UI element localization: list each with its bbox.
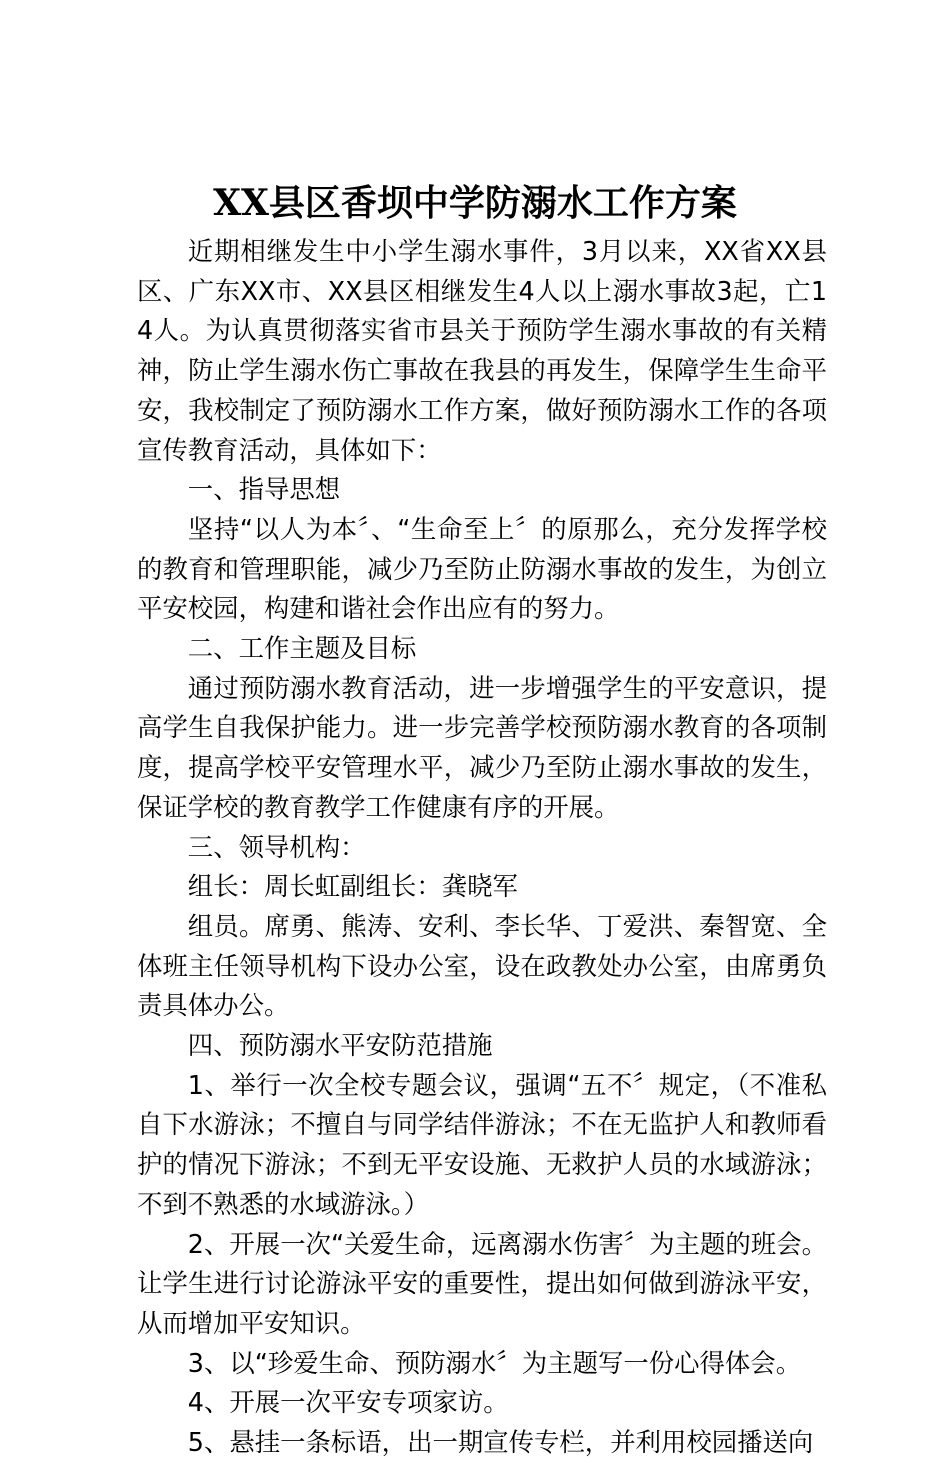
leadership-leaders-line: 组长：周长虹副组长：龚晓军 [187,871,518,902]
leadership-members-paragraph: 组员。席勇、熊涛、安利、李长华、丁爱洪、秦智宽、全体班主任领导机构下设办公室，设在政教处办公室，由席勇负责具体办公。 [137,910,827,1021]
measure-item: 4、开展一次平安专项家访。 [187,1387,509,1418]
measure-item: 2、开展一次“关爱生命，远离溺水伤害〞为主题的班会。让学生进行讨论游泳平安的重要性，提出如何做到游泳平安，从而增加平安知识。 [137,1228,827,1338]
section-heading-leadership: 三、领导机构： [187,831,366,862]
section-heading-theme-goals: 二、工作主题及目标 [187,633,417,664]
measure-item: 3、以“珍爱生命、预防溺水〞为主题写一份心得体会。 [187,1347,802,1378]
intro-paragraph: 近期相继发生中小学生溺水事件，3月以来，XX省XX县区、广东XX市、XX县区相继发生4人以上溺水事故3起，亡14人。为认真贯彻落实省市县关于预防学生溺水事故的有关精神，防止学生溺水伤亡事故在我县的再发生，保障学生生命平安，我校制定了预防溺水工作方案，做好预防溺水工作的各项宣传教育活动，具体如下： [137,236,827,465]
document-title: XX县区香坝中学防溺水工作方案 [213,182,737,224]
guiding-ideology-paragraph: 坚持“以人为本〞、“生命至上〞的原那么，充分发挥学校的教育和管理职能，减少乃至防止防溺水事故的发生，为创立平安校园，构建和谐社会作出应有的努力。 [137,513,827,624]
section-heading-measures: 四、预防溺水平安防范措施 [187,1030,493,1061]
theme-goals-paragraph: 通过预防溺水教育活动，进一步增强学生的平安意识，提高学生自我保护能力。进一步完善学校预防溺水教育的各项制度，提高学校平安管理水平，减少乃至防止溺水事故的发生，保证学校的教育教学工作健康有序的开展。 [137,672,827,822]
measure-item: 5、悬挂一条标语，出一期宣传专栏，并利用校园播送向 [187,1427,814,1458]
section-heading-guiding-ideology: 一、指导思想 [187,474,341,505]
measure-item: 1、举行一次全校专题会议，强调“五不〞规定，（不准私自下水游泳；不擅自与同学结伴游泳；不在无监护人和教师看护的情况下游泳；不到无平安设施、无救护人员的水域游泳；不到不熟悉的水域游泳。） [137,1069,827,1219]
document-body [137,232,827,1463]
